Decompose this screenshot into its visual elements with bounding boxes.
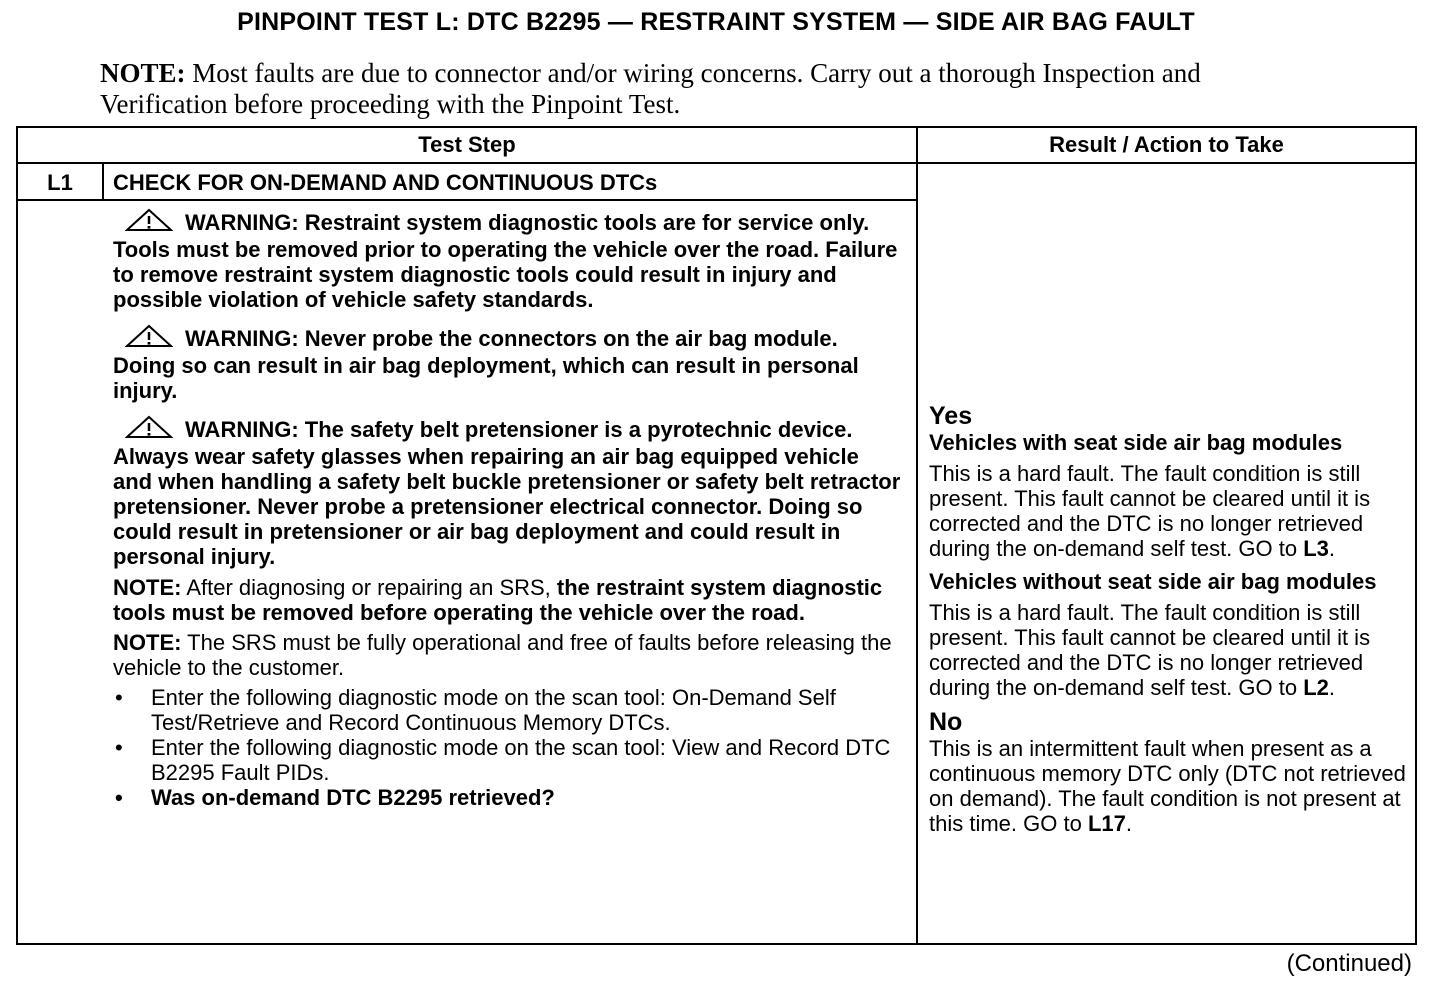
header-test-step: Test Step	[418, 132, 516, 157]
warning-1	[113, 208, 903, 312]
note-2-label: NOTE:	[113, 630, 182, 655]
step-body	[113, 208, 903, 810]
note-1-label: NOTE:	[113, 575, 182, 600]
no-case: This is an intermittent fault when present as a continuous memory DTC only (DTC not retrieved on demand). The fault condition is not present at this time. GO to L17.	[929, 736, 1406, 836]
page-title: PINPOINT TEST L: DTC B2295 — RESTRAINT SYSTEM — SIDE AIR BAG FAULT	[237, 8, 1195, 36]
question-text: Was on-demand DTC B2295 retrieved?	[151, 785, 555, 810]
bullet: •	[115, 685, 123, 710]
column-divider	[916, 128, 918, 943]
warning-3	[113, 415, 903, 569]
warning-triangle-icon	[125, 415, 173, 444]
note-1	[113, 575, 903, 625]
header-result-action: Result / Action to Take	[1049, 132, 1284, 157]
top-note-label: NOTE:	[100, 58, 186, 88]
bullet: •	[115, 735, 123, 760]
yes-label: Yes	[929, 402, 973, 430]
warning-triangle-icon	[125, 208, 173, 237]
bullet: •	[115, 785, 123, 810]
yes-case-2: This is a hard fault. The fault condition is still present. This fault cannot be cleared until it is corrected and the DTC is no longer retrieved during the on-demand self test. GO to L2.	[929, 600, 1371, 700]
step-id-divider	[102, 164, 104, 200]
yes-case-1: This is a hard fault. The fault condition is still present. This fault cannot be cleared until it is corrected and the DTC is no longer retrieved during the on-demand self test. GO to L3.	[929, 461, 1371, 561]
note-1-bold-text: the restraint system diagnostic tools must be removed before operating the vehicle over the road.	[113, 575, 883, 625]
no-case-text: This is an intermittent fault when present as a continuous memory DTC only (DTC not retrieved on demand). The fault condition is not present at this time. GO to	[929, 736, 1406, 836]
warning-2-text: WARNING: Never probe the connectors on the air bag module. Doing so can result in air bag deployment, which can result in personal injury.	[113, 326, 859, 403]
yes-case-2-text: This is a hard fault. The fault condition is still present. This fault cannot be cleared until it is corrected and the DTC is no longer retrieved during the on-demand self test. GO to	[929, 600, 1371, 700]
note-2	[113, 630, 903, 680]
pinpoint-table	[16, 126, 1417, 945]
warning-triangle-icon	[125, 324, 173, 353]
note-2-text: The SRS must be fully operational and free of faults before releasing the vehicle to the customer.	[113, 630, 892, 680]
step-actions	[113, 685, 903, 810]
action-text: Enter the following diagnostic mode on the scan tool: View and Record DTC B2295 Fault PIDs.	[151, 735, 891, 785]
result-column	[929, 402, 1414, 844]
no-label: No	[929, 708, 963, 736]
yes-case-2-heading: Vehicles without seat side air bag modules	[929, 569, 1377, 594]
goto-step-link[interactable]: L17	[1087, 811, 1126, 836]
step-id: L1	[47, 170, 73, 195]
list-item	[113, 685, 903, 735]
note-1-text: After diagnosing or repairing an SRS,	[186, 575, 551, 600]
goto-step-link[interactable]: L3	[1303, 536, 1329, 561]
action-text: Enter the following diagnostic mode on the scan tool: On-Demand Self Test/Retrieve and Record Continuous Memory DTCs.	[151, 685, 836, 735]
yes-case-1-heading: Vehicles with seat side air bag modules	[929, 430, 1343, 455]
warning-3-text: WARNING: The safety belt pretensioner is a pyrotechnic device. Always wear safety glasses when repairing an air bag equipped vehicle and when handling a safety belt buckle pretensioner or safety belt retractor pretensioner. Never probe a pretensioner electrical connector. Doing so could result in pretensioner or air bag deployment and could result in personal injury.	[113, 417, 901, 569]
continued-label: (Continued)	[1286, 950, 1412, 977]
warning-1-text: WARNING: Restraint system diagnostic tools are for service only. Tools must be removed prior to operating the vehicle over the road. Failure to remove restraint system diagnostic tools could result in injury and possible violation of vehicle safety standards.	[113, 210, 898, 312]
list-item	[113, 785, 903, 810]
list-item	[113, 735, 903, 785]
header-divider	[18, 162, 1415, 164]
top-note-text: Most faults are due to connector and/or wiring concerns. Carry out a thorough Inspection and Verification before proceeding with the Pinpoint Test.	[100, 58, 1201, 119]
warning-2	[113, 324, 903, 403]
top-note	[100, 58, 1300, 120]
yes-case-1-text: This is a hard fault. The fault condition is still present. This fault cannot be cleared until it is corrected and the DTC is no longer retrieved during the on-demand self test. GO to	[929, 461, 1371, 561]
step-title: CHECK FOR ON-DEMAND AND CONTINUOUS DTCs	[113, 170, 658, 195]
goto-step-link[interactable]: L2	[1303, 675, 1329, 700]
